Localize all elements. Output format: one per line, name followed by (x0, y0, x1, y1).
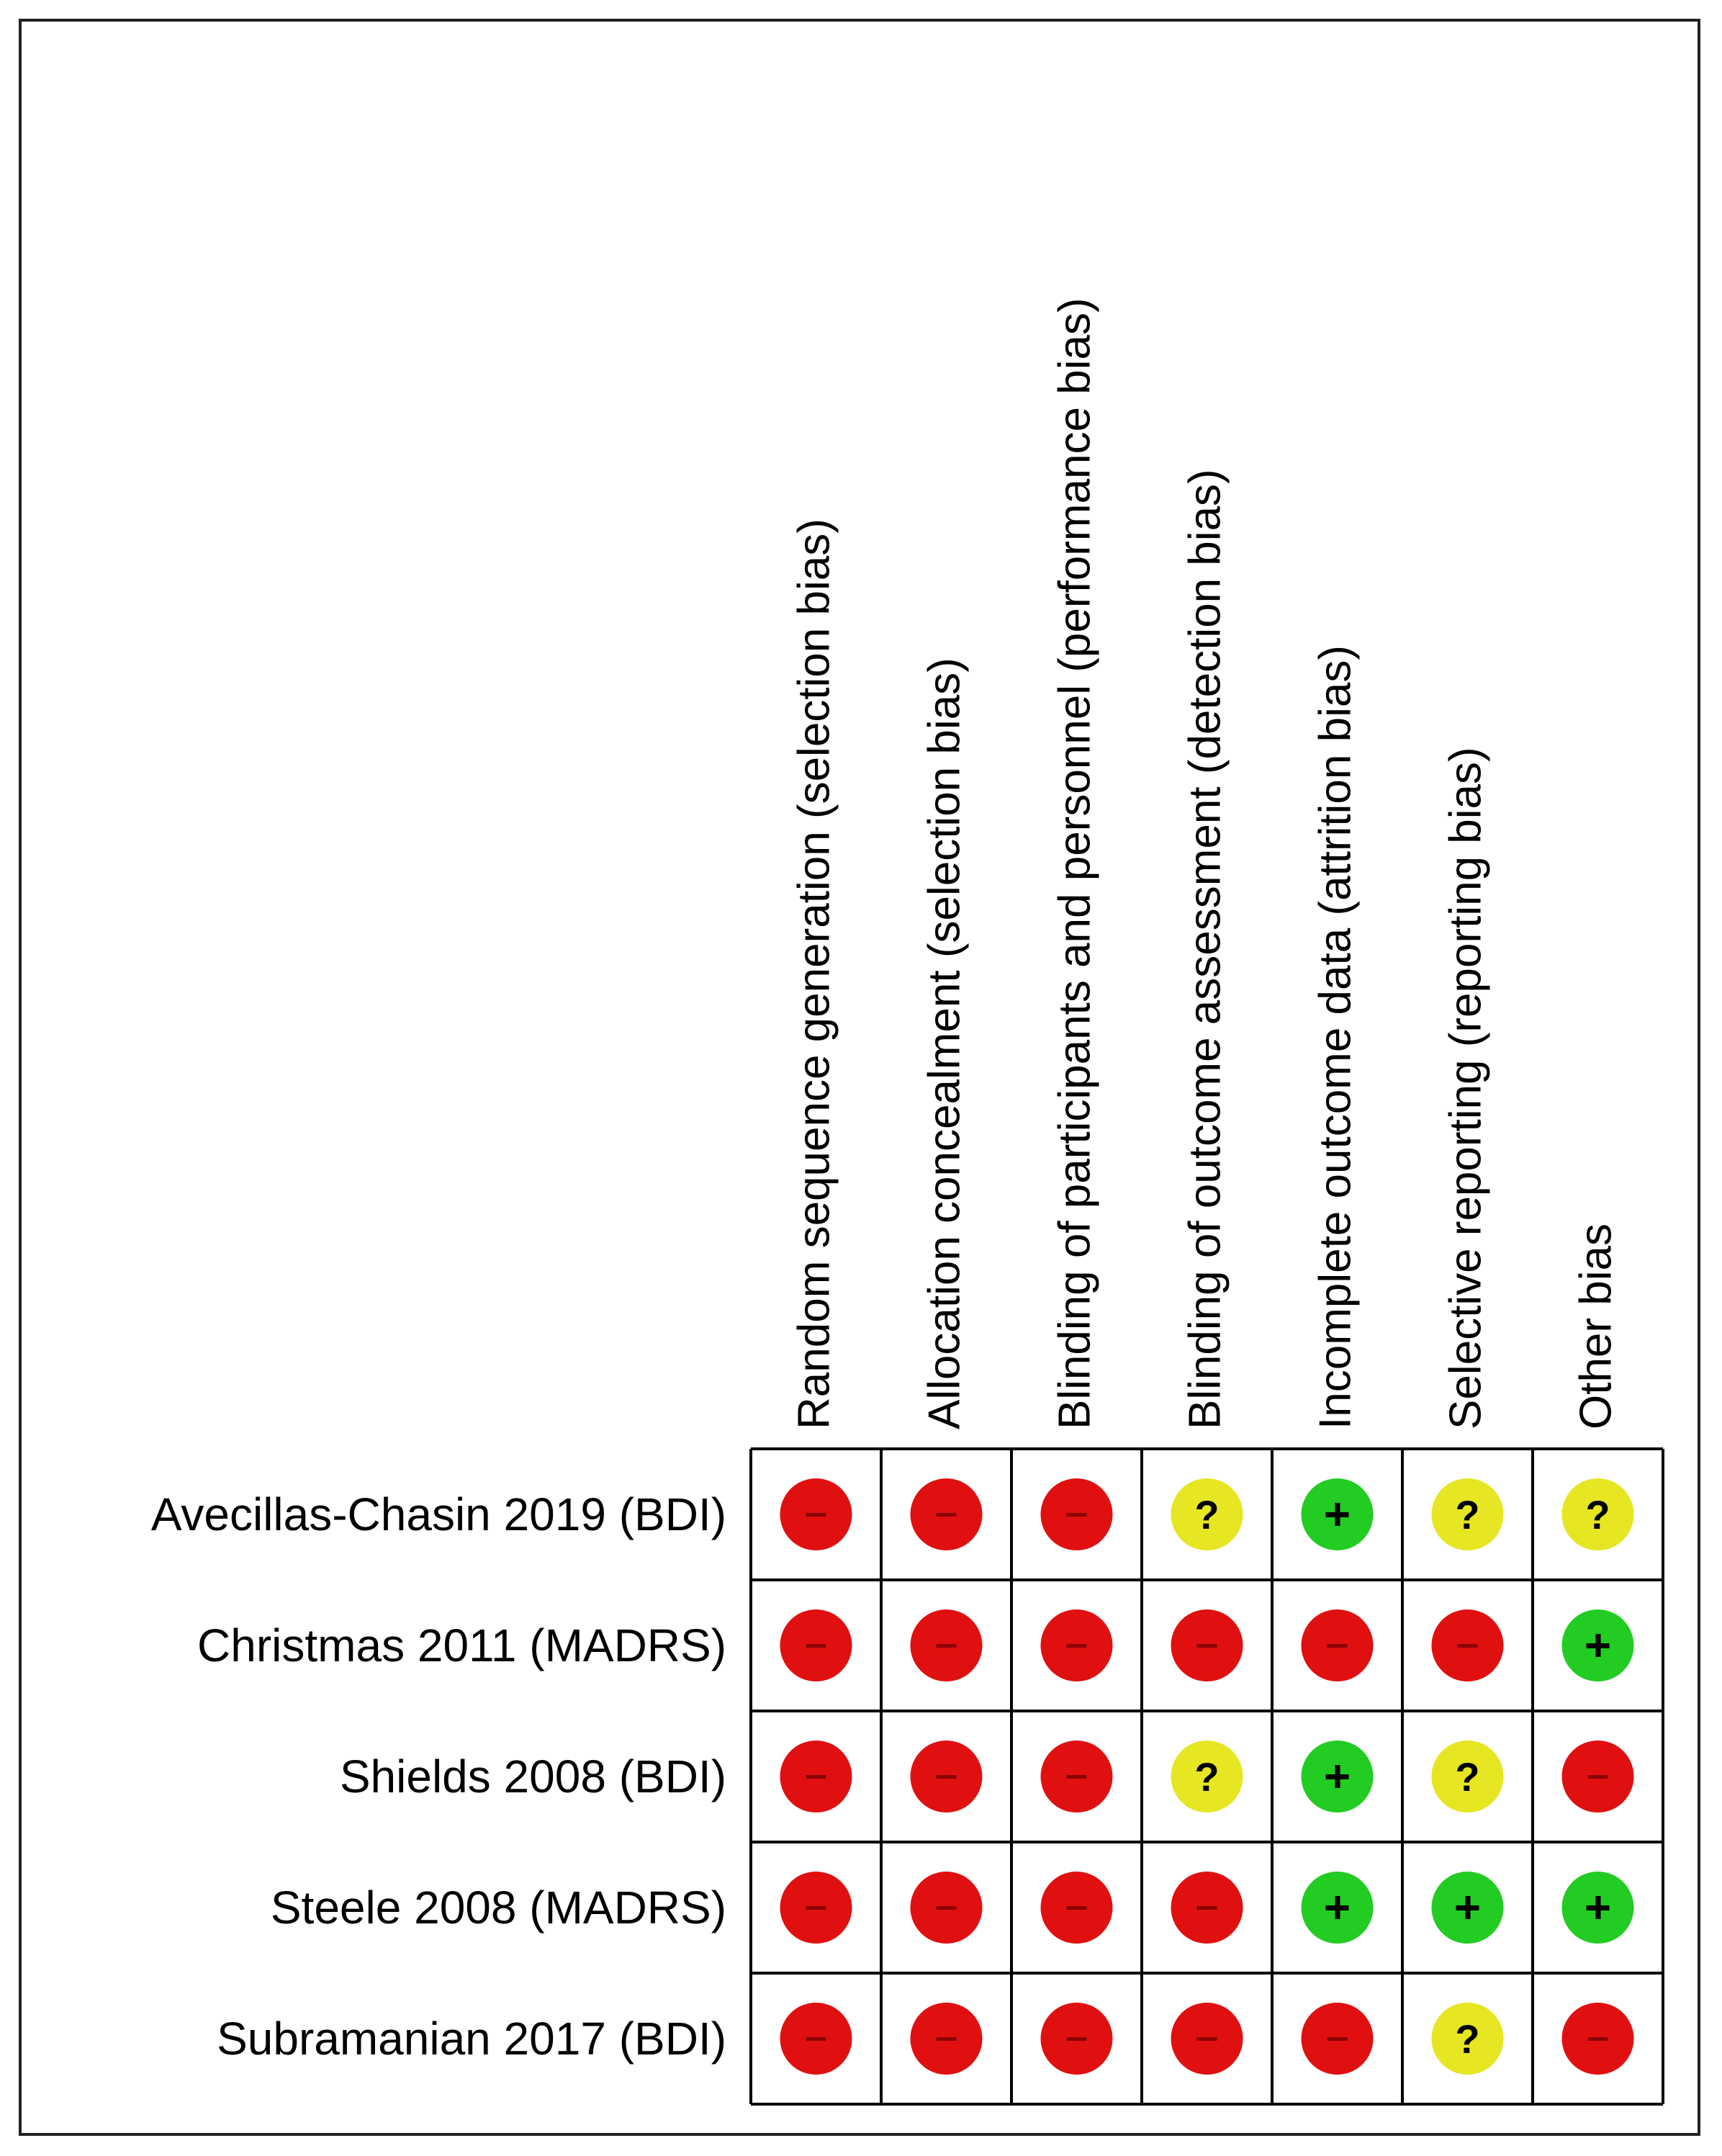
judgement-high-marker (780, 1872, 852, 1944)
question-icon: ? (1455, 1754, 1480, 1800)
minus-icon (806, 1513, 826, 1517)
minus-icon (1067, 1775, 1087, 1779)
row-labels (151, 1488, 726, 2065)
judgement-high-marker (1302, 2003, 1374, 2075)
judgement-cells (780, 1478, 1634, 2075)
question-icon: ? (1194, 1754, 1220, 1800)
judgement-high-marker (1171, 1872, 1243, 1944)
minus-icon (937, 1775, 957, 1779)
judgement-high-marker (1041, 1609, 1113, 1681)
minus-icon (1067, 1644, 1087, 1648)
judgement-unclear-marker (1171, 1478, 1243, 1550)
judgement-high-marker (1041, 1872, 1113, 1944)
judgement-high-marker (1302, 1609, 1374, 1681)
judgement-unclear-marker (1432, 1740, 1504, 1813)
minus-icon (1067, 1906, 1087, 1910)
judgement-high-marker (1432, 1609, 1504, 1681)
judgement-unclear-marker (1432, 1478, 1504, 1550)
judgement-high-marker (911, 1740, 983, 1813)
minus-icon (1197, 2037, 1217, 2041)
judgement-high-marker (1171, 2003, 1243, 2075)
judgement-unclear-marker (1562, 1478, 1634, 1550)
judgement-high-marker (1562, 2003, 1634, 2075)
judgement-high-marker (780, 1478, 852, 1550)
column-label: Selective reporting (reporting bias) (1441, 747, 1491, 1429)
column-label: Blinding of participants and personnel (performance bias) (1050, 297, 1100, 1429)
judgement-low-marker (1562, 1609, 1634, 1681)
minus-icon (1588, 1775, 1608, 1779)
minus-icon (1327, 2037, 1348, 2041)
judgement-high-marker (1171, 1609, 1243, 1681)
plus-icon-v (1335, 1503, 1340, 1526)
judgement-high-marker (911, 1872, 983, 1944)
minus-icon (1197, 1906, 1217, 1910)
row-label: Subramanian 2017 (BDI) (217, 2013, 726, 2065)
judgement-low-marker (1432, 1872, 1504, 1944)
column-label: Incomplete outcome data (attrition bias) (1310, 645, 1361, 1429)
plus-icon-v (1596, 1896, 1601, 1919)
question-icon: ? (1455, 2016, 1480, 2062)
judgement-high-marker (1562, 1740, 1634, 1813)
column-label: Allocation concealment (selection bias) (919, 657, 970, 1429)
judgement-unclear-marker (1171, 1740, 1243, 1813)
judgement-low-marker (1302, 1872, 1374, 1944)
column-labels (790, 297, 1621, 1429)
judgement-high-marker (911, 1609, 983, 1681)
minus-icon (1067, 2037, 1087, 2041)
minus-icon (1067, 1513, 1087, 1517)
row-label: Steele 2008 (MADRS) (270, 1882, 726, 1933)
judgement-high-marker (780, 2003, 852, 2075)
judgement-high-marker (1041, 2003, 1113, 2075)
column-label: Blinding of outcome assessment (detection bias) (1180, 469, 1230, 1429)
question-icon: ? (1455, 1492, 1480, 1537)
minus-icon (1327, 1644, 1348, 1648)
minus-icon (937, 2037, 957, 2041)
row-label: Avecillas-Chasin 2019 (BDI) (150, 1488, 726, 1540)
judgement-high-marker (1041, 1478, 1113, 1550)
plus-icon-v (1335, 1896, 1340, 1919)
judgement-high-marker (911, 1478, 983, 1550)
row-label: Christmas 2011 (MADRS) (197, 1620, 726, 1671)
judgement-high-marker (1041, 1740, 1113, 1813)
judgement-low-marker (1562, 1872, 1634, 1944)
judgement-unclear-marker (1432, 2003, 1504, 2075)
minus-icon (1458, 1644, 1478, 1648)
column-label: Random sequence generation (selection bias) (789, 518, 839, 1429)
plus-icon-v (1596, 1634, 1601, 1657)
plus-icon-v (1335, 1765, 1340, 1788)
minus-icon (937, 1513, 957, 1517)
judgement-low-marker (1302, 1740, 1374, 1813)
judgement-high-marker (780, 1740, 852, 1813)
judgement-low-marker (1302, 1478, 1374, 1550)
minus-icon (806, 1906, 826, 1910)
question-icon: ? (1194, 1492, 1220, 1537)
column-label: Other bias (1571, 1223, 1621, 1429)
plus-icon-v (1466, 1896, 1471, 1919)
minus-icon (1197, 1644, 1217, 1648)
row-label: Shields 2008 (BDI) (339, 1751, 726, 1802)
judgement-high-marker (911, 2003, 983, 2075)
minus-icon (937, 1644, 957, 1648)
question-icon: ? (1585, 1492, 1610, 1537)
judgement-high-marker (780, 1609, 852, 1681)
minus-icon (937, 1906, 957, 1910)
minus-icon (806, 2037, 826, 2041)
minus-icon (806, 1775, 826, 1779)
minus-icon (1588, 2037, 1608, 2041)
minus-icon (806, 1644, 826, 1648)
